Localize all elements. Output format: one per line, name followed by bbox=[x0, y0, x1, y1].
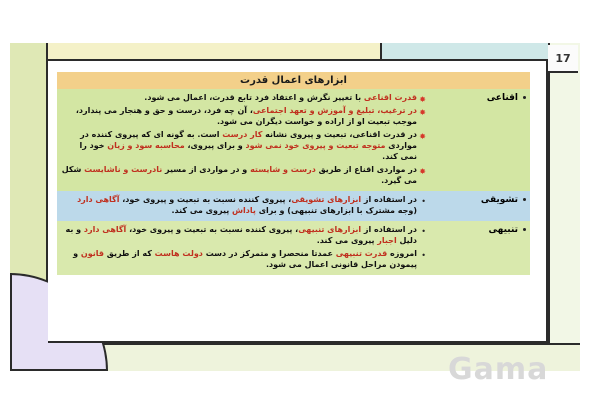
star-bullet-icon: ✸ bbox=[419, 167, 426, 176]
table-row-persuasive bbox=[57, 89, 530, 191]
list-item: ✸ در مواردی اقناع از طریق درست و شایسته و در مواردی از مسیر نادرست و ناشایست شکل می گیرد. bbox=[61, 165, 426, 185]
right-band bbox=[548, 43, 580, 343]
top-teal-band bbox=[380, 43, 548, 61]
row-label: تنبیهی bbox=[432, 221, 530, 275]
bullet-icon bbox=[523, 198, 526, 201]
dot-bullet-icon: • bbox=[421, 197, 426, 206]
list-item: • امروزه قدرت تنبیهی عمدتا منحصرا و متمرکز در دست دولت هاست که از طریق قانون و پیمودن مراحل قانونی اعمال می شود. bbox=[73, 249, 426, 269]
gama-watermark: Gama bbox=[448, 352, 549, 387]
list-item: ✸ قدرت اقناعی با تغییر نگرش و اعتقاد فرد تابع قدرت، اعمال می شود. bbox=[144, 93, 426, 104]
row-text bbox=[57, 221, 432, 275]
row-text bbox=[57, 89, 432, 191]
table-row-punitive bbox=[57, 221, 530, 275]
bullet-icon bbox=[523, 96, 526, 99]
dot-bullet-icon: • bbox=[421, 227, 426, 236]
row-label: تشویقی bbox=[432, 191, 530, 221]
row-text bbox=[57, 191, 432, 221]
star-bullet-icon: ✸ bbox=[419, 95, 426, 104]
list-item: ✸ در قدرت اقناعی، تبعیت و پیروی نشانه کار درست است. به گونه ای که پیروی کننده در مواردی متوجه تبعیت و پیروی خود نمی شود و برای پیروی، محاسبه سود و زیان خود را نمی کند. bbox=[79, 130, 426, 161]
star-bullet-icon: ✸ bbox=[419, 108, 426, 117]
dot-bullet-icon: • bbox=[421, 251, 426, 260]
table-title: ابزارهای اعمال قدرت bbox=[57, 72, 530, 89]
table-row-encouraging bbox=[57, 191, 530, 221]
row-label: اقناعی bbox=[432, 89, 530, 191]
power-tools-table bbox=[57, 72, 530, 275]
page-number: 17 bbox=[548, 45, 578, 73]
top-band bbox=[10, 43, 380, 61]
list-item: ✸ در ترغیب، تبلیغ و آموزش و تعهد اجتماعی، آن چه فرد، درست و حق و هنجار می پندارد، موجب تبعیت او از اراده و خواست دیگران می شود. bbox=[75, 106, 426, 126]
bullet-icon bbox=[523, 228, 526, 231]
star-bullet-icon: ✸ bbox=[419, 132, 426, 141]
list-item: • در استفاده از ابزارهای تشویقی، پیروی کننده نسبت به تبعیت و پیروی خود، آگاهی دارد (وجه مشترک با ابزارهای تنبیهی) و برای پاداش پیروی می کند. bbox=[77, 195, 426, 215]
list-item: • در استفاده از ابزارهای تنبیهی، پیروی کننده نسبت به تبعیت و پیروی خود، آگاهی دارد و به دلیل اجبار پیروی می کند. bbox=[65, 225, 426, 245]
